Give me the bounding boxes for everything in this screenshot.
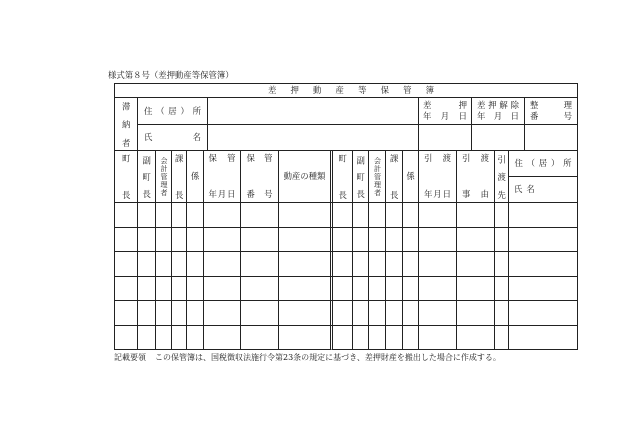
custody-deputy-mayor-label: 副町長 [141,155,152,198]
recipient-cell [494,251,509,277]
delivery-deputy-mayor-cell [352,325,369,350]
delivery-accountant-cell [368,227,386,252]
delivery-accountant-cell [368,325,386,350]
recipient-label: 引渡先 [496,154,507,199]
custody-deputy-mayor-cell [137,202,156,228]
name-value-cell [207,124,419,151]
delivery-reason-cell [456,276,495,301]
reference-number-line1: 整理 [530,100,572,110]
delivery-accountant-cell [368,251,386,277]
delivery-date-label [424,151,451,202]
entry-row [114,300,578,326]
custody-number-header [240,150,279,203]
delivery-mayor-cell [330,227,353,252]
delivery-section-chief-header [385,150,403,203]
custody-mayor-cell [114,300,138,326]
property-type-cell [278,276,331,301]
recipient-address-header [508,150,578,177]
custody-staff-cell [186,276,204,301]
delivery-date-line2: 年月日 [424,189,451,199]
custody-deputy-mayor-cell [137,251,156,277]
custody-section-chief-header [171,150,187,203]
release-date-value-cell [471,124,525,151]
custody-number-line2: 番号 [246,189,273,199]
delivery-deputy-mayor-cell [352,300,369,326]
custody-accountant-cell [155,276,172,301]
address-label: 住（居）所 [144,105,201,116]
custody-mayor-cell [114,202,138,228]
custody-mayor-cell [114,227,138,252]
delivery-mayor-label: 町長 [337,154,348,199]
delivery-staff-cell [402,227,419,252]
instructions-label: 記載要領 [114,353,146,362]
reference-number-header [524,97,578,125]
delivery-accountant-cell [368,276,386,301]
delivery-date-cell [418,202,457,228]
release-date-label [477,100,519,122]
property-type-cell [278,251,331,277]
delivery-staff-cell [402,202,419,228]
property-type-label: 動産の種類 [283,171,326,181]
delivery-staff-cell [402,276,419,301]
delivery-accountant-header [368,150,386,203]
custody-section-chief-cell [171,227,187,252]
custody-staff-cell [186,202,204,228]
custody-number-cell [240,325,279,350]
seizure-date-label [423,100,467,122]
delivery-accountant-label: 会計管理者 [373,157,382,196]
property-type-cell [278,300,331,326]
custody-staff-label: 係 [190,171,200,181]
register-title: 差押動産等保管簿 [268,85,434,95]
custody-date-line1: 保管 [208,153,236,163]
entry-row [114,251,578,277]
delivery-reason-cell [456,325,495,350]
instructions-text: この保管簿は、国税徴収法施行令第23条の規定に基づき、差押財産を搬出した場合に作成する。 [155,353,501,362]
custody-number-line1: 保管 [246,153,273,163]
custody-deputy-mayor-cell [137,227,156,252]
custody-number-cell [240,276,279,301]
custody-deputy-mayor-header [137,150,156,203]
recipient-cell [494,325,509,350]
address-label-cell [137,97,208,125]
custody-accountant-cell [155,251,172,277]
property-type-cell [278,202,331,228]
custody-mayor-cell [114,276,138,301]
entry-row [114,276,578,301]
delivery-date-cell [418,325,457,350]
custody-section-chief-label: 課長 [174,154,185,199]
name-label-cell [137,124,208,151]
custody-date-cell [203,227,241,252]
delivery-mayor-cell [330,300,353,326]
delivery-staff-header [402,150,419,203]
custody-accountant-cell [155,202,172,228]
custody-section-chief-cell [171,251,187,277]
custody-number-cell [240,251,279,277]
delivery-reason-cell [456,227,495,252]
delivery-deputy-mayor-label: 副町長 [355,155,366,198]
delivery-date-line1: 引渡 [424,153,451,163]
recipient-address-name-cell [508,300,578,326]
custody-staff-cell [186,227,204,252]
form-title: 様式第８号（差押動産等保管簿） [108,70,234,80]
recipient-address-name-cell [508,227,578,252]
delivery-deputy-mayor-cell [352,202,369,228]
delinquent-label: 滞納者 [121,101,132,147]
instructions-note [114,353,501,363]
custody-number-cell [240,202,279,228]
register-table [114,83,578,350]
delivery-staff-label: 係 [406,171,415,181]
delivery-accountant-cell [368,202,386,228]
custody-accountant-cell [155,325,172,350]
reference-number-value-cell [524,124,578,151]
delivery-reason-cell [456,300,495,326]
custody-number-cell [240,227,279,252]
custody-staff-cell [186,251,204,277]
delivery-date-header [418,150,457,203]
custody-date-line2: 年月日 [208,189,236,199]
delivery-reason-line2: 事由 [462,189,489,199]
recipient-cell [494,276,509,301]
custody-accountant-cell [155,300,172,326]
custody-number-label [247,151,273,202]
entry-row [114,325,578,350]
address-value-cell [207,97,419,125]
custody-mayor-cell [114,251,138,277]
delivery-staff-cell [402,325,419,350]
custody-staff-cell [186,300,204,326]
delivery-section-chief-cell [385,300,403,326]
recipient-address-name-cell [508,325,578,350]
custody-section-chief-cell [171,202,187,228]
recipient-address-name-cell [508,202,578,228]
delivery-reason-label [462,151,489,202]
delinquent-label-cell [114,97,138,151]
property-type-cell [278,325,331,350]
custody-accountant-label: 会計管理者 [160,157,168,196]
recipient-cell [494,202,509,228]
delivery-deputy-mayor-cell [352,251,369,277]
custody-section-chief-cell [171,276,187,301]
custody-section-chief-cell [171,325,187,350]
recipient-cell [494,227,509,252]
custody-accountant-header [155,150,172,203]
custody-date-cell [203,202,241,228]
delivery-reason-cell [456,202,495,228]
reference-number-line2: 番号 [530,111,572,121]
delivery-deputy-mayor-cell [352,276,369,301]
custody-mayor-cell [114,325,138,350]
delivery-section-chief-cell [385,251,403,277]
custody-deputy-mayor-cell [137,276,156,301]
custody-date-label [209,151,236,202]
entry-row [114,227,578,252]
entry-row [114,202,578,228]
recipient-address-label: 住（居）所 [514,158,572,168]
name-label: 氏名 [144,132,201,142]
delivery-section-chief-cell [385,325,403,350]
delivery-section-chief-cell [385,276,403,301]
delivery-staff-cell [402,251,419,277]
delivery-section-chief-label: 課長 [389,154,400,199]
custody-section-chief-cell [171,300,187,326]
seizure-date-header [418,97,472,125]
delivery-reason-cell [456,251,495,277]
delivery-deputy-mayor-header [352,150,369,203]
delivery-staff-cell [402,300,419,326]
delivery-date-cell [418,227,457,252]
delivery-date-cell [418,300,457,326]
delivery-date-cell [418,276,457,301]
recipient-address-name-cell [508,276,578,301]
recipient-name-label: 氏名 [514,184,539,194]
release-date-line2: 年月日 [477,111,519,121]
delivery-section-chief-cell [385,202,403,228]
custody-deputy-mayor-cell [137,325,156,350]
release-date-header [471,97,525,125]
delivery-accountant-cell [368,300,386,326]
recipient-cell [494,300,509,326]
delivery-date-cell [418,251,457,277]
delivery-mayor-cell [330,251,353,277]
custody-deputy-mayor-cell [137,300,156,326]
recipient-address-name-cell [508,251,578,277]
custody-number-cell [240,300,279,326]
delivery-mayor-cell [330,276,353,301]
delivery-reason-line1: 引渡 [462,153,489,163]
seizure-date-line2: 年月日 [423,111,467,121]
seizure-date-line1: 差押 [423,100,467,110]
reference-number-label [530,100,572,122]
custody-staff-header [186,150,204,203]
delivery-reason-header [456,150,495,203]
delivery-mayor-header [330,150,353,203]
custody-mayor-label: 町長 [121,154,132,199]
custody-date-cell [203,251,241,277]
custody-date-header [203,150,241,203]
recipient-header [494,150,509,203]
delivery-mayor-cell [330,202,353,228]
property-type-cell [278,227,331,252]
custody-date-cell [203,300,241,326]
register-title-cell [114,83,578,98]
custody-date-cell [203,325,241,350]
custody-date-cell [203,276,241,301]
delivery-mayor-cell [330,325,353,350]
delivery-section-chief-cell [385,227,403,252]
seizure-date-value-cell [418,124,472,151]
delivery-deputy-mayor-cell [352,227,369,252]
release-date-line1: 差押解除 [477,100,519,110]
custody-staff-cell [186,325,204,350]
property-type-header [278,150,331,203]
recipient-name-header [508,176,578,203]
custody-mayor-header [114,150,138,203]
custody-accountant-cell [155,227,172,252]
